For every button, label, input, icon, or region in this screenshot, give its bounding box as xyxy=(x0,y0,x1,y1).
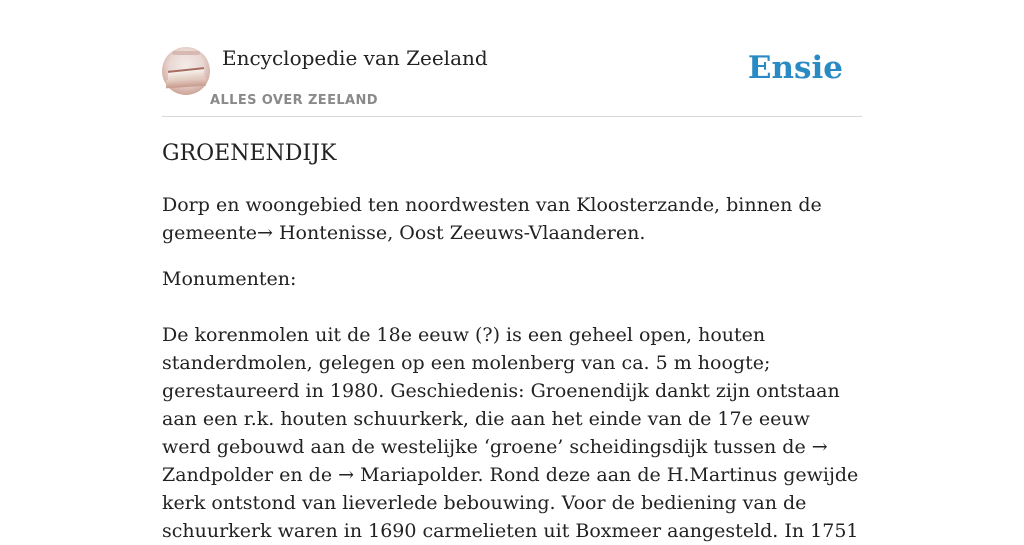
ensie-brand-link[interactable]: Ensie xyxy=(747,50,843,86)
entry-content xyxy=(162,138,862,545)
intro-text: Dorp en woongebied ten noordwesten van Kloosterzande, binnen de gemeente xyxy=(162,194,822,244)
body-text-1: De korenmolen uit de 18e eeuw (?) is een geheel open, houten standerdmolen, gelegen op een molenberg van ca. 5 m hoogte; gerestaureerd in 1980. Geschiedenis: Groenendijk dankt zijn ontstaan aan een r.k. houten schuurkerk, die aan het einde van de 17e eeuw werd gebouwd aan de westelijke ‘groene’ scheidingsdijk tussen de xyxy=(162,324,840,458)
page-title: GROENENDIJK xyxy=(162,141,337,166)
site-header xyxy=(162,44,862,117)
entry-intro xyxy=(162,191,862,247)
link-hontenisse[interactable]: → Hontenisse xyxy=(257,222,388,244)
body-text-3: . Rond deze aan de H.Martinus gewijde kerk ontstond van lieverlede bebouwing. Voor de bediening van de schuurkerk waren in 1690 carmelieten uit Boxmeer aangesteld. In 1751 xyxy=(162,464,859,542)
link-mariapolder[interactable]: → Mariapolder xyxy=(338,464,478,486)
book-stack-logo-icon[interactable] xyxy=(162,47,210,95)
link-zandpolder[interactable]: → Zandpolder xyxy=(162,436,828,486)
site-title[interactable]: Encyclopedie van Zeeland xyxy=(222,46,488,70)
body-text-2: en de xyxy=(273,464,339,486)
entry-body xyxy=(162,321,862,545)
site-tagline: ALLES OVER ZEELAND xyxy=(210,93,378,108)
monumenten-heading: Monumenten: xyxy=(162,268,297,290)
intro-text-end: , Oost Zeeuws-Vlaanderen. xyxy=(387,222,646,244)
